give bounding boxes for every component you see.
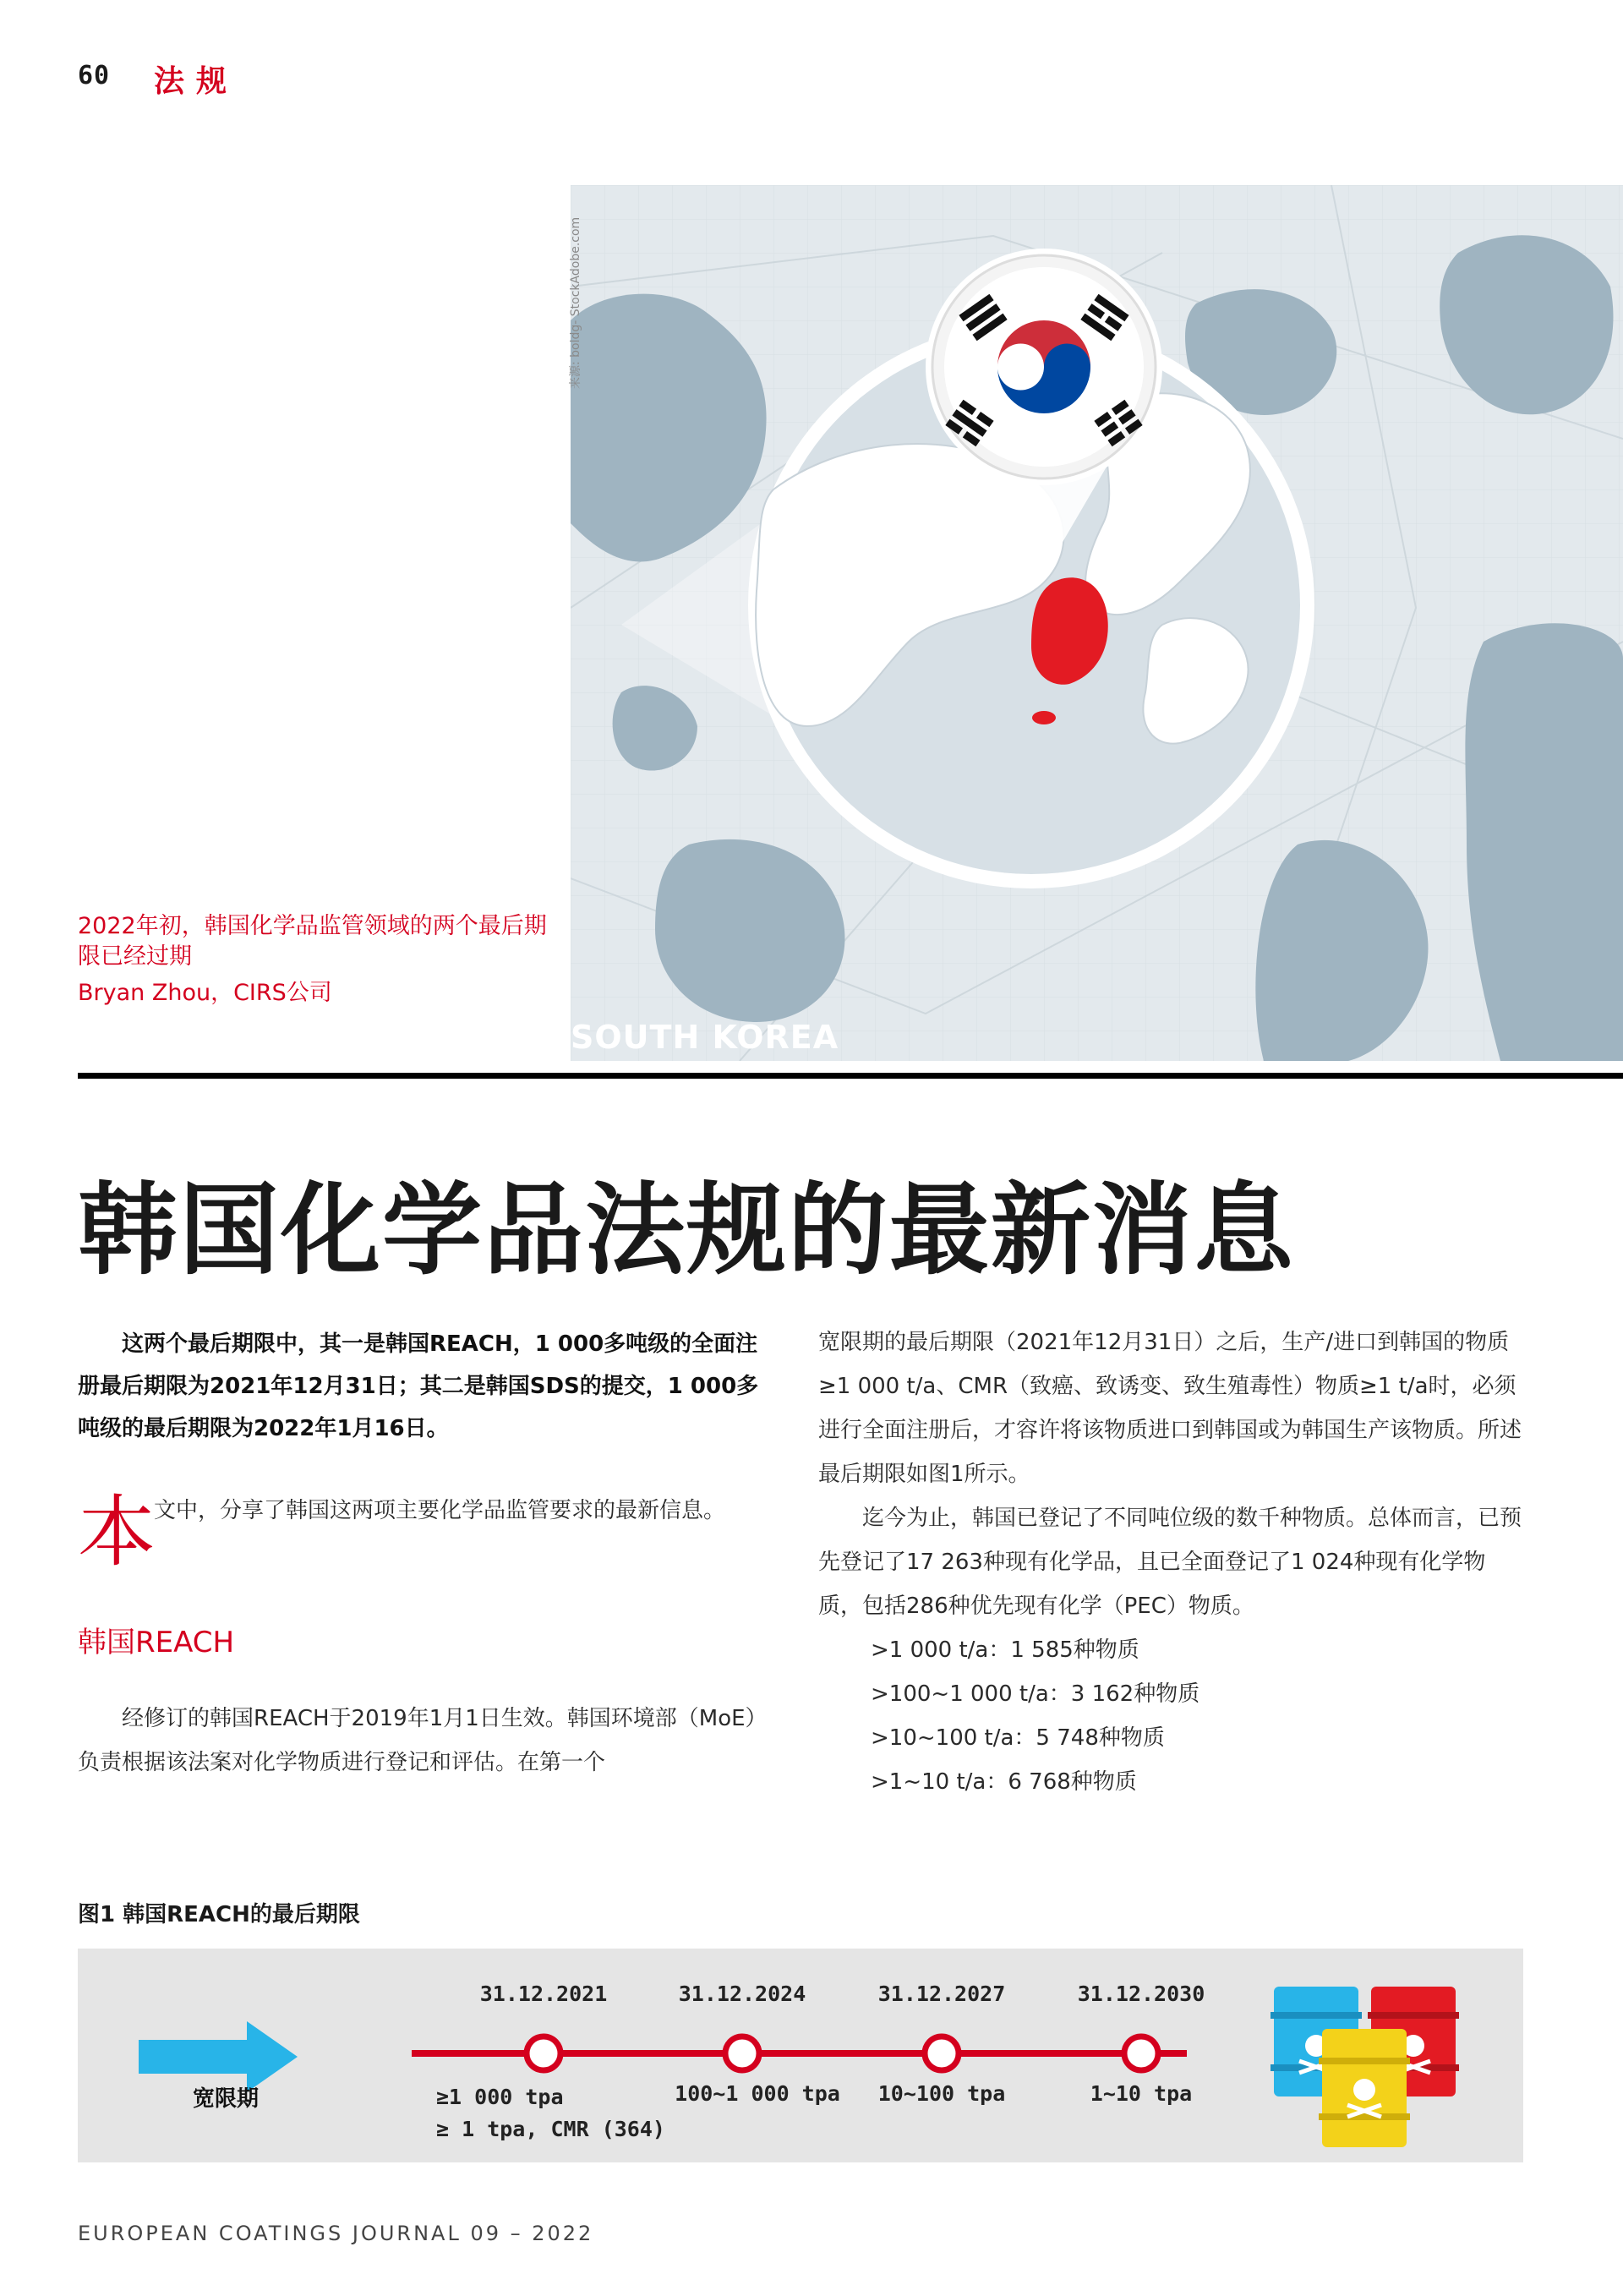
korea-flag-icon xyxy=(944,267,1144,467)
tonnage-item: >100~1 000 t/a：3 162种物质 xyxy=(871,1681,1200,1707)
toxic-barrels-icon xyxy=(1271,1987,1459,2147)
milestone-marker xyxy=(925,2036,959,2070)
body-paragraph-continued: 宽限期的最后期限（2021年12月31日）之后，生产/进口到韩国的物质≥1 000 t/a、CMR（致癌、致诱变、致生殖毒性）物质≥1 t/a时，必须进行全面注册后，才容许将该物质进口到韩国或为韩国生产该物质。所述最后期限如图1所示。 xyxy=(818,1330,1522,1487)
grace-period-label: 宽限期 xyxy=(192,2086,260,2112)
deadline-timeline-figure xyxy=(78,1949,1523,2162)
milestone-band-secondary: ≥ 1 tpa, CMR (364) xyxy=(436,2117,665,2141)
milestone-date: 31.12.2021 xyxy=(479,1982,608,2006)
tonnage-item: >10~100 t/a：5 748种物质 xyxy=(871,1725,1165,1751)
journal-footer: EUROPEAN COATINGS JOURNAL 09 – 2022 xyxy=(78,2222,594,2245)
milestone-date: 31.12.2027 xyxy=(877,1982,1006,2006)
milestone-date: 31.12.2024 xyxy=(678,1982,806,2006)
hero-map-image xyxy=(571,185,1623,1061)
tonnage-item: >1~10 t/a：6 768种物质 xyxy=(871,1769,1137,1795)
article-deck: 2022年初，韩国化学品监管领域的两个最后期限已经过期 xyxy=(78,913,547,970)
milestone xyxy=(1078,1982,1205,2106)
milestone-marker xyxy=(1124,2036,1158,2070)
divider-rule xyxy=(78,1073,1623,1079)
timeline-graphic xyxy=(78,1949,1523,2162)
body-paragraph: 迄今为止，韩国已登记了不同吨位级的数千种物质。总体而言，已预先登记了17 263种现有化学品，且已全面登记了1 024种现有化学物质，包括286种优先现有化学（PEC）物质。 xyxy=(818,1506,1522,1619)
lead-paragraph: 这两个最后期限中，其一是韩国REACH，1 000多吨级的全面注册最后期限为2021年12月31日；其二是韩国SDS的提交，1 000多吨级的最后期限为2022年1月16日。 xyxy=(78,1331,759,1441)
body-column-right xyxy=(818,1320,1522,1804)
article-author: Bryan Zhou，CIRS公司 xyxy=(78,980,332,1006)
milestone-date: 31.12.2030 xyxy=(1077,1982,1205,2006)
milestone-marker xyxy=(527,2036,560,2070)
intro-paragraph xyxy=(78,1489,779,1577)
world-map-illustration xyxy=(571,185,1623,1061)
hero-country-label: SOUTH KOREA xyxy=(571,1019,839,1056)
grace-period-arrow-icon xyxy=(139,2021,298,2092)
body-paragraph: 经修订的韩国REACH于2019年1月1日生效。韩国环境部（MoE）负责根据该法案对化学物质进行登记和评估。在第一个 xyxy=(78,1706,768,1775)
milestone-band: ≥1 000 tpa xyxy=(436,2085,564,2109)
milestone-band: 10~100 tpa xyxy=(877,2081,1006,2106)
milestone-marker xyxy=(725,2036,759,2070)
milestone xyxy=(675,1982,840,2106)
intro-text: 文中，分享了韩国这两项主要化学品监管要求的最新信息。 xyxy=(154,1498,726,1523)
section-title: 法规 xyxy=(154,64,239,99)
article-title: 韩国化学品法规的最新消息 xyxy=(78,1172,1296,1288)
section-heading: 韩国REACH xyxy=(78,1626,235,1659)
milestone-band: 1~10 tpa xyxy=(1090,2081,1193,2106)
milestone-band: 100~1 000 tpa xyxy=(675,2081,840,2106)
tonnage-item: >1 000 t/a：1 585种物质 xyxy=(871,1637,1139,1663)
image-credit: 来源: boldg- StockAdobe.com xyxy=(569,216,582,389)
milestone xyxy=(436,1982,665,2141)
milestone xyxy=(878,1982,1006,2106)
page-number: 60 xyxy=(78,61,111,90)
drop-cap: 本 xyxy=(78,1487,156,1577)
figure-caption: 图1 韩国REACH的最后期限 xyxy=(78,1902,360,1927)
body-column-left xyxy=(78,1323,779,1785)
